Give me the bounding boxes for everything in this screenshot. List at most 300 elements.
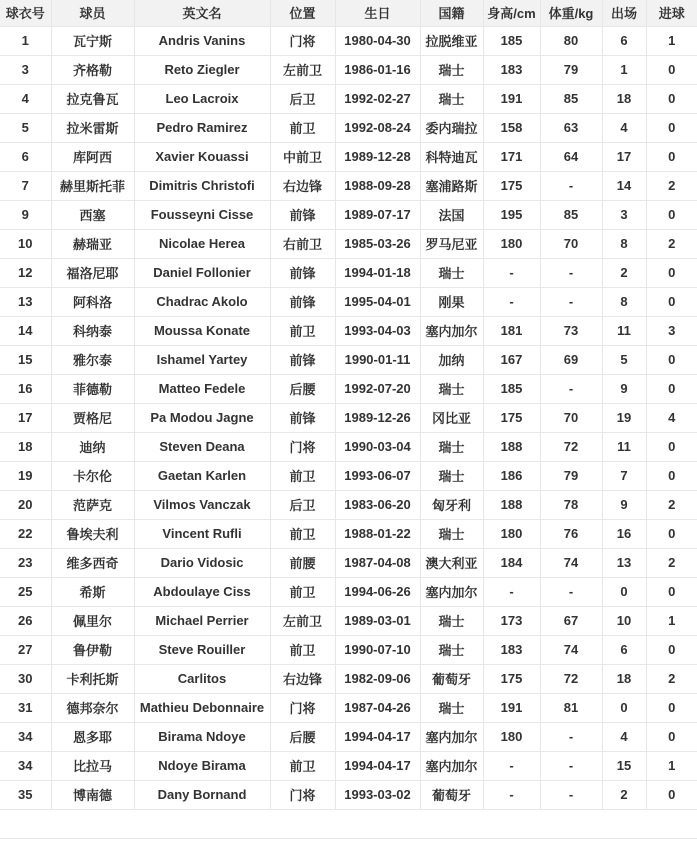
cell-weight-kg: - (540, 780, 602, 809)
column-header-nationality: 国籍 (420, 0, 483, 26)
cell-height-cm: 167 (483, 345, 540, 374)
cell-appearances: 8 (602, 229, 646, 258)
cell-birthday: 1993-03-02 (335, 780, 420, 809)
cell-player-name-cn: 迪纳 (51, 432, 134, 461)
table-footer-spacer (0, 810, 697, 839)
cell-player-name-cn: 佩里尔 (51, 606, 134, 635)
cell-weight-kg: 79 (540, 461, 602, 490)
cell-goals: 0 (646, 693, 697, 722)
cell-appearances: 9 (602, 490, 646, 519)
cell-nationality: 瑞士 (420, 461, 483, 490)
cell-nationality: 委内瑞拉 (420, 113, 483, 142)
column-header-position: 位置 (270, 0, 335, 26)
cell-player-name-en: Fousseyni Cisse (134, 200, 270, 229)
cell-player-name-cn: 贾格尼 (51, 403, 134, 432)
cell-player-name-en: Dimitris Christofi (134, 171, 270, 200)
cell-nationality: 罗马尼亚 (420, 229, 483, 258)
cell-jersey-number: 9 (0, 200, 51, 229)
cell-appearances: 7 (602, 461, 646, 490)
cell-birthday: 1992-02-27 (335, 84, 420, 113)
cell-birthday: 1980-04-30 (335, 26, 420, 55)
cell-height-cm: 175 (483, 664, 540, 693)
cell-position: 前卫 (270, 751, 335, 780)
cell-height-cm: 158 (483, 113, 540, 142)
cell-jersey-number: 20 (0, 490, 51, 519)
cell-weight-kg: - (540, 751, 602, 780)
column-header-birthday: 生日 (335, 0, 420, 26)
table-body (0, 26, 697, 809)
cell-position: 左前卫 (270, 606, 335, 635)
column-header-jersey-number: 球衣号 (0, 0, 51, 26)
header-row (0, 0, 697, 26)
cell-player-name-cn: 卡利托斯 (51, 664, 134, 693)
cell-jersey-number: 1 (0, 26, 51, 55)
cell-height-cm: 180 (483, 229, 540, 258)
table-row (0, 287, 697, 316)
cell-jersey-number: 35 (0, 780, 51, 809)
cell-goals: 1 (646, 26, 697, 55)
column-header-goals: 进球 (646, 0, 697, 26)
cell-appearances: 18 (602, 84, 646, 113)
cell-player-name-cn: 恩多耶 (51, 722, 134, 751)
cell-position: 前卫 (270, 519, 335, 548)
cell-player-name-cn: 菲德勒 (51, 374, 134, 403)
cell-height-cm: - (483, 577, 540, 606)
cell-goals: 1 (646, 606, 697, 635)
cell-appearances: 14 (602, 171, 646, 200)
cell-goals: 0 (646, 84, 697, 113)
cell-goals: 2 (646, 171, 697, 200)
cell-player-name-cn: 维多西奇 (51, 548, 134, 577)
cell-jersey-number: 14 (0, 316, 51, 345)
cell-appearances: 11 (602, 432, 646, 461)
cell-appearances: 18 (602, 664, 646, 693)
cell-player-name-en: Daniel Follonier (134, 258, 270, 287)
cell-appearances: 15 (602, 751, 646, 780)
table-row (0, 751, 697, 780)
table-row (0, 461, 697, 490)
table-row (0, 200, 697, 229)
cell-appearances: 6 (602, 635, 646, 664)
cell-player-name-cn: 博南德 (51, 780, 134, 809)
cell-weight-kg: 67 (540, 606, 602, 635)
cell-appearances: 6 (602, 26, 646, 55)
cell-nationality: 塞内加尔 (420, 316, 483, 345)
cell-goals: 0 (646, 461, 697, 490)
cell-goals: 2 (646, 490, 697, 519)
cell-weight-kg: 64 (540, 142, 602, 171)
table-row (0, 780, 697, 809)
column-header-appearances: 出场 (602, 0, 646, 26)
cell-birthday: 1988-01-22 (335, 519, 420, 548)
cell-goals: 2 (646, 548, 697, 577)
cell-position: 前卫 (270, 635, 335, 664)
cell-weight-kg: 78 (540, 490, 602, 519)
cell-goals: 2 (646, 664, 697, 693)
table-row (0, 258, 697, 287)
cell-height-cm: - (483, 258, 540, 287)
cell-goals: 0 (646, 200, 697, 229)
cell-height-cm: 183 (483, 55, 540, 84)
cell-birthday: 1992-07-20 (335, 374, 420, 403)
cell-appearances: 11 (602, 316, 646, 345)
cell-appearances: 9 (602, 374, 646, 403)
cell-height-cm: 186 (483, 461, 540, 490)
cell-height-cm: 188 (483, 432, 540, 461)
cell-player-name-cn: 库阿西 (51, 142, 134, 171)
cell-player-name-en: Michael Perrier (134, 606, 270, 635)
cell-goals: 0 (646, 722, 697, 751)
table-row (0, 345, 697, 374)
cell-nationality: 塞内加尔 (420, 722, 483, 751)
cell-birthday: 1994-04-17 (335, 722, 420, 751)
cell-position: 后卫 (270, 490, 335, 519)
cell-appearances: 0 (602, 577, 646, 606)
cell-position: 前卫 (270, 113, 335, 142)
cell-nationality: 瑞士 (420, 258, 483, 287)
cell-player-name-en: Steve Rouiller (134, 635, 270, 664)
table-row (0, 664, 697, 693)
cell-birthday: 1994-06-26 (335, 577, 420, 606)
cell-player-name-cn: 齐格勒 (51, 55, 134, 84)
table-row (0, 26, 697, 55)
cell-birthday: 1989-07-17 (335, 200, 420, 229)
table-row (0, 693, 697, 722)
cell-weight-kg: 74 (540, 635, 602, 664)
cell-weight-kg: 69 (540, 345, 602, 374)
cell-player-name-cn: 赫里斯托菲 (51, 171, 134, 200)
cell-nationality: 塞内加尔 (420, 751, 483, 780)
cell-position: 前卫 (270, 577, 335, 606)
cell-weight-kg: - (540, 374, 602, 403)
cell-jersey-number: 3 (0, 55, 51, 84)
cell-weight-kg: - (540, 258, 602, 287)
cell-goals: 0 (646, 345, 697, 374)
cell-weight-kg: 79 (540, 55, 602, 84)
column-header-player-name-cn: 球员 (51, 0, 134, 26)
cell-position: 前卫 (270, 461, 335, 490)
cell-player-name-en: Gaetan Karlen (134, 461, 270, 490)
cell-height-cm: - (483, 780, 540, 809)
cell-jersey-number: 5 (0, 113, 51, 142)
cell-nationality: 瑞士 (420, 432, 483, 461)
cell-nationality: 瑞士 (420, 84, 483, 113)
cell-jersey-number: 7 (0, 171, 51, 200)
cell-height-cm: 180 (483, 722, 540, 751)
cell-birthday: 1993-06-07 (335, 461, 420, 490)
cell-position: 右边锋 (270, 171, 335, 200)
cell-height-cm: 181 (483, 316, 540, 345)
cell-jersey-number: 16 (0, 374, 51, 403)
cell-birthday: 1987-04-26 (335, 693, 420, 722)
cell-player-name-en: Vincent Rufli (134, 519, 270, 548)
cell-player-name-en: Xavier Kouassi (134, 142, 270, 171)
cell-player-name-cn: 阿科洛 (51, 287, 134, 316)
cell-player-name-en: Ishamel Yartey (134, 345, 270, 374)
cell-jersey-number: 34 (0, 751, 51, 780)
table-row (0, 548, 697, 577)
cell-player-name-cn: 拉克鲁瓦 (51, 84, 134, 113)
cell-weight-kg: 70 (540, 403, 602, 432)
cell-jersey-number: 6 (0, 142, 51, 171)
cell-appearances: 4 (602, 722, 646, 751)
cell-position: 后卫 (270, 84, 335, 113)
cell-appearances: 8 (602, 287, 646, 316)
cell-position: 门将 (270, 693, 335, 722)
cell-position: 前锋 (270, 403, 335, 432)
cell-nationality: 塞内加尔 (420, 577, 483, 606)
cell-goals: 0 (646, 287, 697, 316)
cell-nationality: 瑞士 (420, 693, 483, 722)
cell-player-name-en: Reto Ziegler (134, 55, 270, 84)
cell-nationality: 加纳 (420, 345, 483, 374)
table-row (0, 229, 697, 258)
table-row (0, 316, 697, 345)
cell-player-name-en: Birama Ndoye (134, 722, 270, 751)
cell-player-name-cn: 鲁埃夫利 (51, 519, 134, 548)
cell-player-name-en: Carlitos (134, 664, 270, 693)
column-header-height-cm: 身高/cm (483, 0, 540, 26)
cell-weight-kg: 73 (540, 316, 602, 345)
cell-player-name-en: Vilmos Vanczak (134, 490, 270, 519)
cell-player-name-cn: 瓦宁斯 (51, 26, 134, 55)
cell-player-name-en: Chadrac Akolo (134, 287, 270, 316)
cell-player-name-cn: 雅尔泰 (51, 345, 134, 374)
cell-appearances: 17 (602, 142, 646, 171)
cell-goals: 0 (646, 142, 697, 171)
cell-player-name-en: Pedro Ramirez (134, 113, 270, 142)
cell-player-name-cn: 比拉马 (51, 751, 134, 780)
cell-weight-kg: - (540, 577, 602, 606)
cell-player-name-cn: 福洛尼耶 (51, 258, 134, 287)
cell-jersey-number: 26 (0, 606, 51, 635)
table-row (0, 577, 697, 606)
table-row (0, 722, 697, 751)
cell-birthday: 1989-03-01 (335, 606, 420, 635)
cell-position: 门将 (270, 780, 335, 809)
cell-position: 前卫 (270, 316, 335, 345)
cell-height-cm: 195 (483, 200, 540, 229)
cell-nationality: 瑞士 (420, 606, 483, 635)
cell-weight-kg: - (540, 171, 602, 200)
cell-player-name-cn: 德邦奈尔 (51, 693, 134, 722)
cell-weight-kg: 81 (540, 693, 602, 722)
cell-jersey-number: 30 (0, 664, 51, 693)
cell-birthday: 1986-01-16 (335, 55, 420, 84)
cell-nationality: 拉脱维亚 (420, 26, 483, 55)
cell-nationality: 葡萄牙 (420, 664, 483, 693)
cell-height-cm: 184 (483, 548, 540, 577)
cell-birthday: 1990-07-10 (335, 635, 420, 664)
cell-weight-kg: - (540, 287, 602, 316)
cell-goals: 0 (646, 258, 697, 287)
cell-jersey-number: 31 (0, 693, 51, 722)
cell-player-name-en: Matteo Fedele (134, 374, 270, 403)
cell-position: 左前卫 (270, 55, 335, 84)
cell-nationality: 刚果 (420, 287, 483, 316)
cell-nationality: 冈比亚 (420, 403, 483, 432)
cell-appearances: 3 (602, 200, 646, 229)
cell-weight-kg: 74 (540, 548, 602, 577)
cell-player-name-cn: 鲁伊勒 (51, 635, 134, 664)
cell-nationality: 塞浦路斯 (420, 171, 483, 200)
cell-position: 门将 (270, 432, 335, 461)
cell-birthday: 1982-09-06 (335, 664, 420, 693)
cell-position: 前锋 (270, 287, 335, 316)
cell-player-name-en: Andris Vanins (134, 26, 270, 55)
cell-nationality: 瑞士 (420, 519, 483, 548)
cell-player-name-en: Abdoulaye Ciss (134, 577, 270, 606)
cell-height-cm: 183 (483, 635, 540, 664)
cell-birthday: 1993-04-03 (335, 316, 420, 345)
cell-appearances: 16 (602, 519, 646, 548)
cell-height-cm: - (483, 751, 540, 780)
cell-player-name-cn: 范萨克 (51, 490, 134, 519)
cell-jersey-number: 25 (0, 577, 51, 606)
cell-player-name-en: Nicolae Herea (134, 229, 270, 258)
cell-player-name-cn: 卡尔伦 (51, 461, 134, 490)
cell-birthday: 1990-01-11 (335, 345, 420, 374)
cell-player-name-en: Pa Modou Jagne (134, 403, 270, 432)
table-row (0, 113, 697, 142)
cell-jersey-number: 12 (0, 258, 51, 287)
cell-birthday: 1994-04-17 (335, 751, 420, 780)
cell-appearances: 1 (602, 55, 646, 84)
cell-jersey-number: 10 (0, 229, 51, 258)
cell-weight-kg: 63 (540, 113, 602, 142)
cell-jersey-number: 17 (0, 403, 51, 432)
cell-birthday: 1989-12-28 (335, 142, 420, 171)
cell-position: 前锋 (270, 345, 335, 374)
cell-position: 前锋 (270, 200, 335, 229)
cell-height-cm: 188 (483, 490, 540, 519)
column-header-weight-kg: 体重/kg (540, 0, 602, 26)
cell-height-cm: - (483, 287, 540, 316)
cell-height-cm: 180 (483, 519, 540, 548)
cell-birthday: 1985-03-26 (335, 229, 420, 258)
cell-jersey-number: 27 (0, 635, 51, 664)
cell-goals: 0 (646, 635, 697, 664)
cell-position: 右边锋 (270, 664, 335, 693)
cell-goals: 2 (646, 229, 697, 258)
table-row (0, 374, 697, 403)
column-header-player-name-en: 英文名 (134, 0, 270, 26)
cell-weight-kg: 70 (540, 229, 602, 258)
cell-nationality: 法国 (420, 200, 483, 229)
cell-player-name-cn: 赫瑞亚 (51, 229, 134, 258)
table-row (0, 606, 697, 635)
cell-birthday: 1992-08-24 (335, 113, 420, 142)
cell-weight-kg: 72 (540, 432, 602, 461)
cell-height-cm: 185 (483, 374, 540, 403)
cell-jersey-number: 13 (0, 287, 51, 316)
cell-player-name-cn: 科纳泰 (51, 316, 134, 345)
cell-jersey-number: 22 (0, 519, 51, 548)
cell-goals: 0 (646, 519, 697, 548)
cell-goals: 0 (646, 432, 697, 461)
cell-goals: 0 (646, 577, 697, 606)
cell-birthday: 1987-04-08 (335, 548, 420, 577)
cell-player-name-en: Mathieu Debonnaire (134, 693, 270, 722)
cell-position: 中前卫 (270, 142, 335, 171)
cell-appearances: 0 (602, 693, 646, 722)
cell-appearances: 10 (602, 606, 646, 635)
cell-goals: 4 (646, 403, 697, 432)
cell-player-name-en: Dany Bornand (134, 780, 270, 809)
cell-weight-kg: 85 (540, 84, 602, 113)
cell-weight-kg: 76 (540, 519, 602, 548)
cell-nationality: 澳大利亚 (420, 548, 483, 577)
cell-goals: 0 (646, 780, 697, 809)
table-row (0, 84, 697, 113)
table-row (0, 490, 697, 519)
cell-position: 前腰 (270, 548, 335, 577)
cell-weight-kg: 80 (540, 26, 602, 55)
cell-appearances: 2 (602, 258, 646, 287)
cell-appearances: 19 (602, 403, 646, 432)
cell-player-name-en: Dario Vidosic (134, 548, 270, 577)
cell-player-name-en: Moussa Konate (134, 316, 270, 345)
table-row (0, 519, 697, 548)
table-row (0, 403, 697, 432)
cell-jersey-number: 4 (0, 84, 51, 113)
table-row (0, 432, 697, 461)
cell-height-cm: 175 (483, 403, 540, 432)
cell-appearances: 2 (602, 780, 646, 809)
cell-birthday: 1988-09-28 (335, 171, 420, 200)
cell-birthday: 1994-01-18 (335, 258, 420, 287)
cell-weight-kg: 72 (540, 664, 602, 693)
cell-goals: 0 (646, 113, 697, 142)
cell-player-name-cn: 拉米雷斯 (51, 113, 134, 142)
cell-birthday: 1995-04-01 (335, 287, 420, 316)
cell-position: 后腰 (270, 722, 335, 751)
cell-position: 前锋 (270, 258, 335, 287)
cell-birthday: 1983-06-20 (335, 490, 420, 519)
cell-position: 右前卫 (270, 229, 335, 258)
cell-jersey-number: 23 (0, 548, 51, 577)
cell-goals: 1 (646, 751, 697, 780)
cell-height-cm: 175 (483, 171, 540, 200)
cell-jersey-number: 34 (0, 722, 51, 751)
cell-goals: 0 (646, 374, 697, 403)
cell-player-name-en: Leo Lacroix (134, 84, 270, 113)
cell-appearances: 5 (602, 345, 646, 374)
cell-player-name-cn: 希斯 (51, 577, 134, 606)
cell-jersey-number: 15 (0, 345, 51, 374)
cell-weight-kg: 85 (540, 200, 602, 229)
cell-height-cm: 185 (483, 26, 540, 55)
cell-nationality: 瑞士 (420, 55, 483, 84)
cell-jersey-number: 18 (0, 432, 51, 461)
cell-appearances: 4 (602, 113, 646, 142)
cell-birthday: 1989-12-26 (335, 403, 420, 432)
cell-height-cm: 191 (483, 84, 540, 113)
cell-height-cm: 191 (483, 693, 540, 722)
cell-nationality: 瑞士 (420, 374, 483, 403)
table-row (0, 171, 697, 200)
cell-nationality: 匈牙利 (420, 490, 483, 519)
cell-height-cm: 171 (483, 142, 540, 171)
cell-goals: 0 (646, 55, 697, 84)
cell-nationality: 瑞士 (420, 635, 483, 664)
cell-position: 门将 (270, 26, 335, 55)
cell-weight-kg: - (540, 722, 602, 751)
cell-nationality: 科特迪瓦 (420, 142, 483, 171)
cell-jersey-number: 19 (0, 461, 51, 490)
table-row (0, 142, 697, 171)
cell-nationality: 葡萄牙 (420, 780, 483, 809)
